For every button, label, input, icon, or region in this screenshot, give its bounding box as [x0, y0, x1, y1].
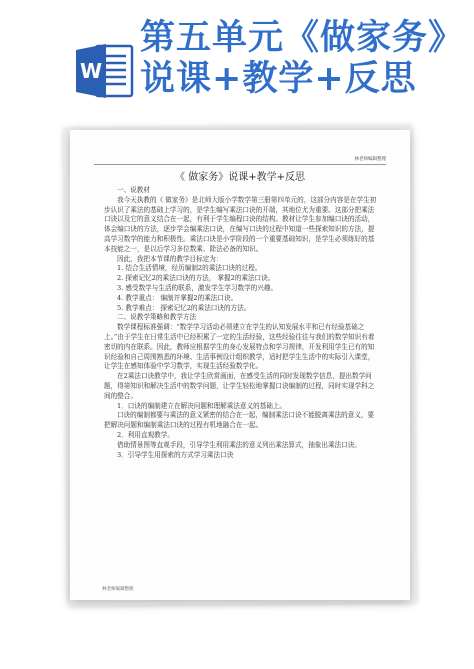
paragraph: 在2乘法口诀教学中，我让学生欣赏画面，在感受生活的同时发现数学信息，提出数学问题，得第知识和解决生活中的数学问题，让学生轻松地掌握口诀编制的过程，同时实现学科之间的整合。	[104, 372, 375, 400]
banner	[0, 0, 474, 118]
page-header: 林老师编辑整理	[94, 156, 386, 165]
paragraph: 5. 教学难点： 探索记忆2的乘法口诀的方法。	[117, 303, 251, 312]
document-title: 《 做家务》说课+教学+反思	[175, 172, 305, 183]
paragraph: 3. 感受数学与生活的联系，激发学生学习数学的兴趣。	[117, 283, 278, 292]
paragraph: 因此，我把本节课的教学目标定为：	[117, 254, 223, 263]
paragraph: 一、说教材	[117, 186, 150, 194]
page-footer: 林老师编辑整理	[102, 587, 134, 592]
paragraph: 2. 探索记忆2的乘法口诀的方法， 掌握2的乘法口诀。	[117, 274, 275, 283]
paragraph: 1. 结合生活情境，经历编制2的乘法口诀的过程。	[117, 264, 262, 273]
paragraph: 我今天执教的《 做家务》是北师大版小学数学第三册第四单元的，这部分内容是在学生初步认识了乘法的基础上学习的，是学生编写乘法口诀的开端，其地位尤为重要。这部分把乘法口诀以及它的意义结合在一起，有利于学生编程口诀的结构。教材让学生参加编口诀的活动，体会编口诀的方法，逐步学会编乘法口诀，在编写口诀的过程中知道一些探索知识的方法，提高学习数学的能力和积极性。乘法口诀是小学阶段的一个重要基础知识，是学生必须练好的基本技能之一，是以后学习多位数乘、除法必备的知识。	[104, 195, 377, 253]
paragraph: 数学课程标准强调：“数学学习活动必须建立在学生的认知发展水平和已有经验基础之上。”由于学生在日常生活中已经积累了一定的生活经验，这些经验往往与我们的数学知识有着密切的内在联系。因此，教师应根据学生的身心发展特点和学习规律，开发利用学生已有的知识经验和自己周围熟悉的环境、生活事例设计组织教学，适时把学生生活中的实际引入课堂，让学生在感知体验中学习数学，实现生活经验数学化。	[104, 323, 375, 371]
svg-text:W: W	[79, 59, 103, 83]
paragraph: 口诀的编制都要与乘法的意义紧密的结合在一起，编制乘法口诀不能脱离乘法的意义，要把解决问题和编制乘法口诀的过程有机地融合在一起。	[104, 411, 375, 430]
paragraph: 4. 教学重点： 编制并掌握2的乘法口诀。	[117, 293, 238, 302]
paragraph: 二、说教学策略和教学方法	[117, 313, 197, 322]
document-page	[70, 130, 410, 600]
document-body	[104, 186, 378, 460]
paragraph: 3．引导学生用探索的方式学习乘法口诀	[117, 450, 234, 459]
paragraph: 借助情景图等直观手段，引导学生利用乘法的意义列出乘法算式，抽象出乘法口诀。	[117, 440, 361, 449]
word-document-icon	[74, 40, 136, 102]
paragraph: 1．口诀的编制建立在解决问题和理解乘法意义的基础上。	[117, 401, 287, 410]
paragraph: 2．利用直观教学。	[117, 430, 174, 439]
banner-title: 第五单元《做家务》说课+教学+反思	[140, 18, 465, 99]
